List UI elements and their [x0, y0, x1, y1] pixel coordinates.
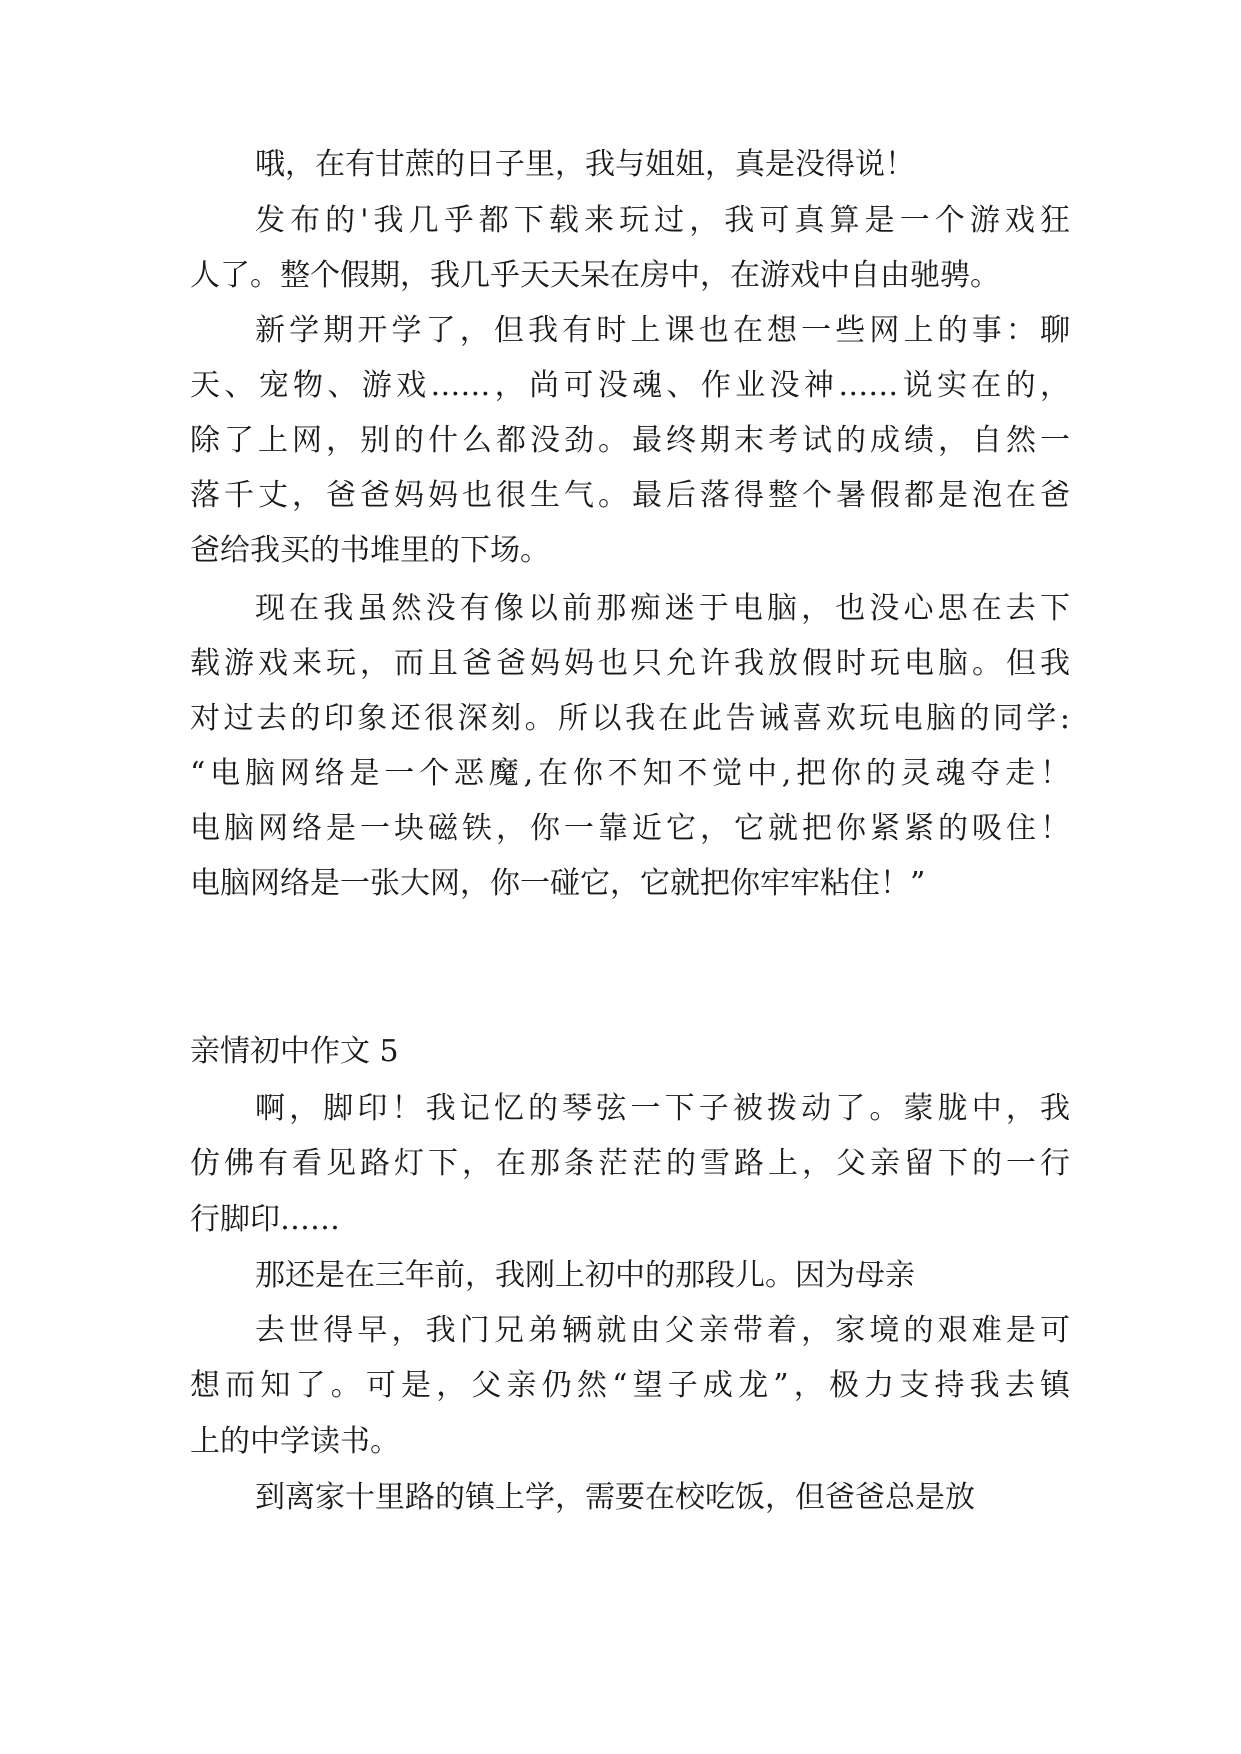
text-line: 发布的'我几乎都下载来玩过，我可真算是一个游戏狂: [255, 203, 1070, 238]
text-line: 人了。整个假期，我几乎天天呆在房中，在游戏中自由驰骋。: [190, 258, 1000, 293]
text-line: 现在我虽然没有像以前那痴迷于电脑，也没心思在去下: [255, 591, 1070, 626]
section-title: 亲情初中作文 5: [190, 1034, 399, 1069]
text-line: 去世得早，我门兄弟辆就由父亲带着，家境的艰难是可: [255, 1313, 1070, 1348]
text-line: 爸给我买的书堆里的下场。: [190, 533, 550, 568]
text-line: 天、宠物、游戏……，尚可没魂、作业没神……说实在的，: [190, 368, 1070, 403]
text-line: 除了上网，别的什么都没劲。最终期末考试的成绩，自然一: [190, 423, 1070, 458]
text-line: 电脑网络是一块磁铁，你一靠近它，它就把你紧紧的吸住！: [190, 811, 1070, 846]
text-line: 电脑网络是一张大网，你一碰它，它就把你牢牢粘住！”: [190, 866, 926, 901]
text-line: 想而知了。可是，父亲仍然“望子成龙”，极力支持我去镇: [190, 1368, 1070, 1403]
text-line: 行脚印……: [190, 1202, 340, 1237]
text-line: 对过去的印象还很深刻。所以我在此告诫喜欢玩电脑的同学:: [190, 701, 1070, 736]
text-line: 啊，脚印！我记忆的琴弦一下子被拨动了。蒙胧中，我: [255, 1091, 1070, 1126]
text-line: 哦，在有甘蔗的日子里，我与姐姐，真是没得说！: [255, 147, 915, 182]
text-line: 新学期开学了，但我有时上课也在想一些网上的事：聊: [255, 313, 1070, 348]
text-line: 载游戏来玩，而且爸爸妈妈也只允许我放假时玩电脑。但我: [190, 646, 1070, 681]
text-line: “电脑网络是一个恶魔,在你不知不觉中,把你的灵魂夺走！: [190, 756, 1070, 791]
text-line: 仿佛有看见路灯下，在那条茫茫的雪路上，父亲留下的一行: [190, 1146, 1070, 1181]
text-line: 到离家十里路的镇上学，需要在校吃饭，但爸爸总是放: [255, 1480, 975, 1515]
text-line: 那还是在三年前，我刚上初中的那段儿。因为母亲: [255, 1258, 915, 1293]
text-line: 落千丈，爸爸妈妈也很生气。最后落得整个暑假都是泡在爸: [190, 478, 1070, 513]
text-line: 上的中学读书。: [190, 1424, 400, 1459]
